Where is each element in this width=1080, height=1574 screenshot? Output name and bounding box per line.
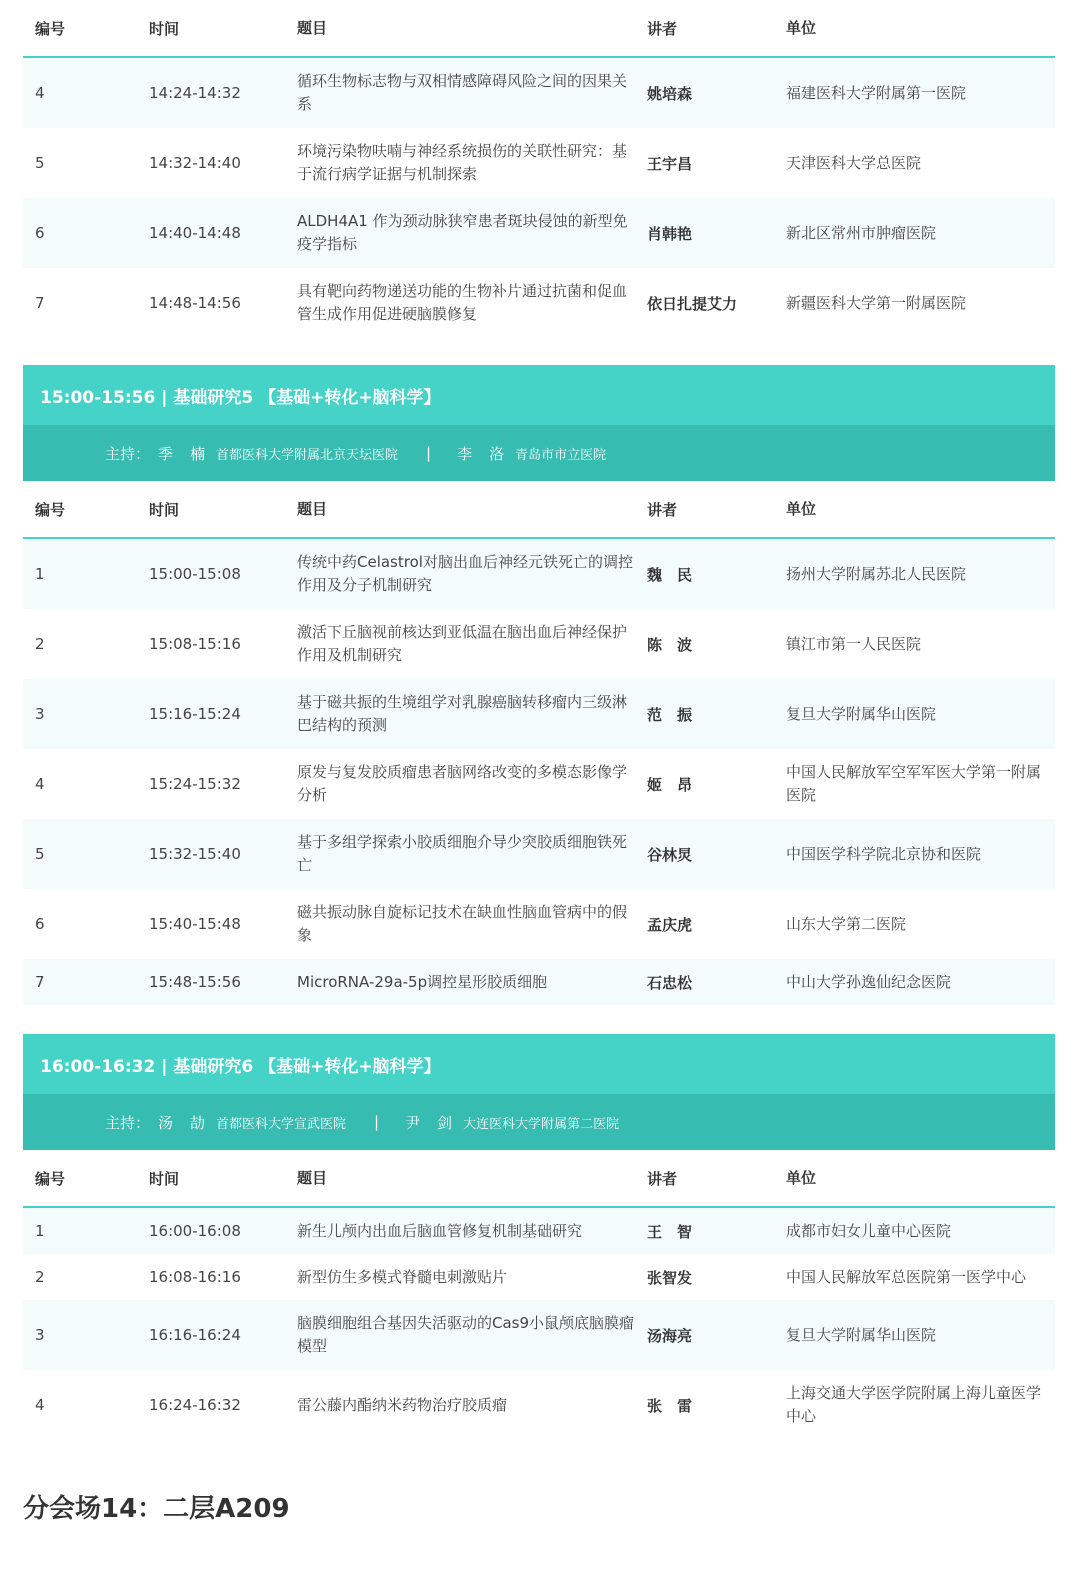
host-name: 季 楠 xyxy=(158,444,207,463)
host-org: 首都医科大学宣武医院 xyxy=(216,1116,347,1132)
table-row xyxy=(23,1254,1055,1300)
table-row xyxy=(23,128,1055,198)
cell-time: 16:24-16:32 xyxy=(149,1396,241,1414)
table-row xyxy=(23,268,1055,338)
cell-speaker: 姚培森 xyxy=(647,84,693,103)
cell-unit: 新北区常州市肿瘤医院 xyxy=(786,223,937,242)
cell-speaker: 王宇昌 xyxy=(647,154,693,173)
cell-time: 15:24-15:32 xyxy=(149,775,241,793)
cell-unit: 复旦大学附属华山医院 xyxy=(786,1325,937,1344)
header-topic: 题目 xyxy=(297,18,328,37)
cell-no: 3 xyxy=(35,705,45,723)
cell-no: 5 xyxy=(35,845,45,863)
host-separator: | xyxy=(426,444,432,462)
header-time: 时间 xyxy=(149,19,180,38)
cell-no: 7 xyxy=(35,973,45,991)
cell-time: 16:16-16:24 xyxy=(149,1326,241,1344)
host-label: 主持： xyxy=(105,444,151,463)
table-row xyxy=(23,198,1055,268)
cell-no: 6 xyxy=(35,224,45,242)
cell-topic: 传统中药Celastrol对脑出血后神经元铁死亡的调控作用及分子机制研究 xyxy=(297,553,633,594)
host-name: 李 洛 xyxy=(457,444,506,463)
cell-speaker: 范 振 xyxy=(647,705,693,724)
host-org: 大连医科大学附属第二医院 xyxy=(463,1116,620,1132)
header-no: 编号 xyxy=(35,19,66,38)
table-row xyxy=(23,1300,1055,1370)
table-row xyxy=(23,749,1055,819)
cell-speaker: 王 智 xyxy=(647,1222,693,1241)
header-topic: 题目 xyxy=(297,499,328,518)
header-time: 时间 xyxy=(149,1169,180,1188)
cell-topic: 原发与复发胶质瘤患者脑网络改变的多模态影像学分析 xyxy=(297,763,628,804)
cell-speaker: 魏 民 xyxy=(647,565,693,584)
cell-topic: 新生儿颅内出血后脑血管修复机制基础研究 xyxy=(297,1221,583,1240)
cell-topic: 雷公藤内酯纳米药物治疗胶质瘤 xyxy=(297,1395,508,1414)
table-header xyxy=(23,0,1055,58)
cell-speaker: 谷林炅 xyxy=(647,845,693,864)
header-speaker: 讲者 xyxy=(647,1169,678,1188)
header-no: 编号 xyxy=(35,1169,66,1188)
cell-time: 15:16-15:24 xyxy=(149,705,241,723)
cell-no: 6 xyxy=(35,915,45,933)
cell-no: 7 xyxy=(35,294,45,312)
cell-speaker: 姬 昂 xyxy=(647,775,693,794)
cell-unit: 中国医学科学院北京协和医院 xyxy=(786,844,982,863)
cell-unit: 天津医科大学总医院 xyxy=(786,153,922,172)
cell-no: 5 xyxy=(35,154,45,172)
header-time: 时间 xyxy=(149,500,180,519)
header-no: 编号 xyxy=(35,500,66,519)
cell-no: 3 xyxy=(35,1326,45,1344)
cell-unit: 中山大学孙逸仙纪念医院 xyxy=(786,972,952,991)
cell-unit: 成都市妇女儿童中心医院 xyxy=(786,1221,952,1240)
cell-topic: 磁共振动脉自旋标记技术在缺血性脑血管病中的假象 xyxy=(297,903,628,944)
header-unit: 单位 xyxy=(786,1168,817,1187)
table-row xyxy=(23,539,1055,609)
session-title: 15:00-15:56 | 基础研究5 【基础+转化+脑科学】 xyxy=(23,365,1055,425)
cell-speaker: 依日扎提艾力 xyxy=(647,294,738,313)
cell-no: 2 xyxy=(35,635,45,653)
cell-topic: 基于多组学探索小胶质细胞介导少突胶质细胞铁死亡 xyxy=(297,833,628,874)
cell-unit: 镇江市第一人民医院 xyxy=(786,634,922,653)
host-org: 首都医科大学附属北京天坛医院 xyxy=(216,447,399,463)
header-topic: 题目 xyxy=(297,1168,328,1187)
session-5 xyxy=(23,365,1055,1005)
table-row xyxy=(23,1208,1055,1254)
cell-topic: 激活下丘脑视前核达到亚低温在脑出血后神经保护作用及机制研究 xyxy=(297,623,628,664)
table-header xyxy=(23,1150,1055,1208)
cell-topic: MicroRNA-29a-5p调控星形胶质细胞 xyxy=(297,972,548,991)
table-row xyxy=(23,819,1055,889)
cell-time: 15:00-15:08 xyxy=(149,565,241,583)
header-unit: 单位 xyxy=(786,499,817,518)
header-speaker: 讲者 xyxy=(647,500,678,519)
cell-unit: 中国人民解放军总医院第一医学中心 xyxy=(786,1267,1027,1286)
cell-unit: 复旦大学附属华山医院 xyxy=(786,704,937,723)
session-hosts xyxy=(23,1094,1055,1150)
host-org: 青岛市市立医院 xyxy=(515,447,607,463)
cell-topic: 环境污染物呋喃与神经系统损伤的关联性研究：基于流行病学证据与机制探索 xyxy=(297,142,628,183)
cell-time: 16:00-16:08 xyxy=(149,1222,241,1240)
table-row xyxy=(23,609,1055,679)
cell-time: 16:08-16:16 xyxy=(149,1268,241,1286)
table-row xyxy=(23,959,1055,1005)
cell-topic: 具有靶向药物递送功能的生物补片通过抗菌和促血管生成作用促进硬脑膜修复 xyxy=(297,282,628,323)
cell-no: 4 xyxy=(35,84,45,102)
cell-time: 14:48-14:56 xyxy=(149,294,241,312)
table-row xyxy=(23,1370,1055,1440)
session-title: 16:00-16:32 | 基础研究6 【基础+转化+脑科学】 xyxy=(23,1034,1055,1094)
cell-time: 14:32-14:40 xyxy=(149,154,241,172)
cell-speaker: 张智发 xyxy=(647,1268,693,1287)
cell-unit: 中国人民解放军空军军医大学第一附属医院 xyxy=(786,763,1042,804)
cell-topic: 循环生物标志物与双相情感障碍风险之间的因果关系 xyxy=(297,72,628,113)
header-unit: 单位 xyxy=(786,18,817,37)
cell-unit: 福建医科大学附属第一医院 xyxy=(786,83,967,102)
header-speaker: 讲者 xyxy=(647,19,678,38)
host-name: 尹 剑 xyxy=(405,1113,454,1132)
host-separator: | xyxy=(374,1113,380,1131)
cell-unit: 山东大学第二医院 xyxy=(786,914,907,933)
host-label: 主持： xyxy=(105,1113,151,1132)
cell-speaker: 陈 波 xyxy=(647,635,693,654)
cell-unit: 新疆医科大学第一附属医院 xyxy=(786,293,967,312)
cell-speaker: 石忠松 xyxy=(647,973,693,992)
cell-unit: 上海交通大学医学院附属上海儿童医学中心 xyxy=(786,1384,1042,1425)
cell-speaker: 肖韩艳 xyxy=(647,224,693,243)
cell-time: 15:40-15:48 xyxy=(149,915,241,933)
host-name: 汤 劼 xyxy=(158,1113,207,1132)
cell-speaker: 张 雷 xyxy=(647,1396,693,1415)
table-row xyxy=(23,679,1055,749)
cell-time: 14:40-14:48 xyxy=(149,224,241,242)
cell-no: 1 xyxy=(35,565,45,583)
session-6 xyxy=(23,1034,1055,1440)
cell-speaker: 孟庆虎 xyxy=(647,915,693,934)
cell-time: 15:08-15:16 xyxy=(149,635,241,653)
venue-title: 分会场14：二层A209 xyxy=(23,1494,290,1524)
table-row xyxy=(23,58,1055,128)
schedule-table-top xyxy=(23,0,1055,338)
cell-topic: 新型仿生多模式脊髓电刺激贴片 xyxy=(297,1267,508,1286)
cell-no: 1 xyxy=(35,1222,45,1240)
cell-topic: ALDH4A1 作为颈动脉狭窄患者斑块侵蚀的新型免疫学指标 xyxy=(297,212,628,253)
cell-topic: 脑膜细胞组合基因失活驱动的Cas9小鼠颅底脑膜瘤模型 xyxy=(297,1314,635,1355)
cell-topic: 基于磁共振的生境组学对乳腺癌脑转移瘤内三级淋巴结构的预测 xyxy=(297,693,628,734)
cell-no: 4 xyxy=(35,1396,45,1414)
cell-time: 15:32-15:40 xyxy=(149,845,241,863)
cell-unit: 扬州大学附属苏北人民医院 xyxy=(786,564,967,583)
cell-no: 2 xyxy=(35,1268,45,1286)
cell-time: 14:24-14:32 xyxy=(149,84,241,102)
table-row xyxy=(23,889,1055,959)
cell-speaker: 汤海亮 xyxy=(647,1326,693,1345)
cell-time: 15:48-15:56 xyxy=(149,973,241,991)
session-hosts xyxy=(23,425,1055,481)
table-header xyxy=(23,481,1055,539)
cell-no: 4 xyxy=(35,775,45,793)
